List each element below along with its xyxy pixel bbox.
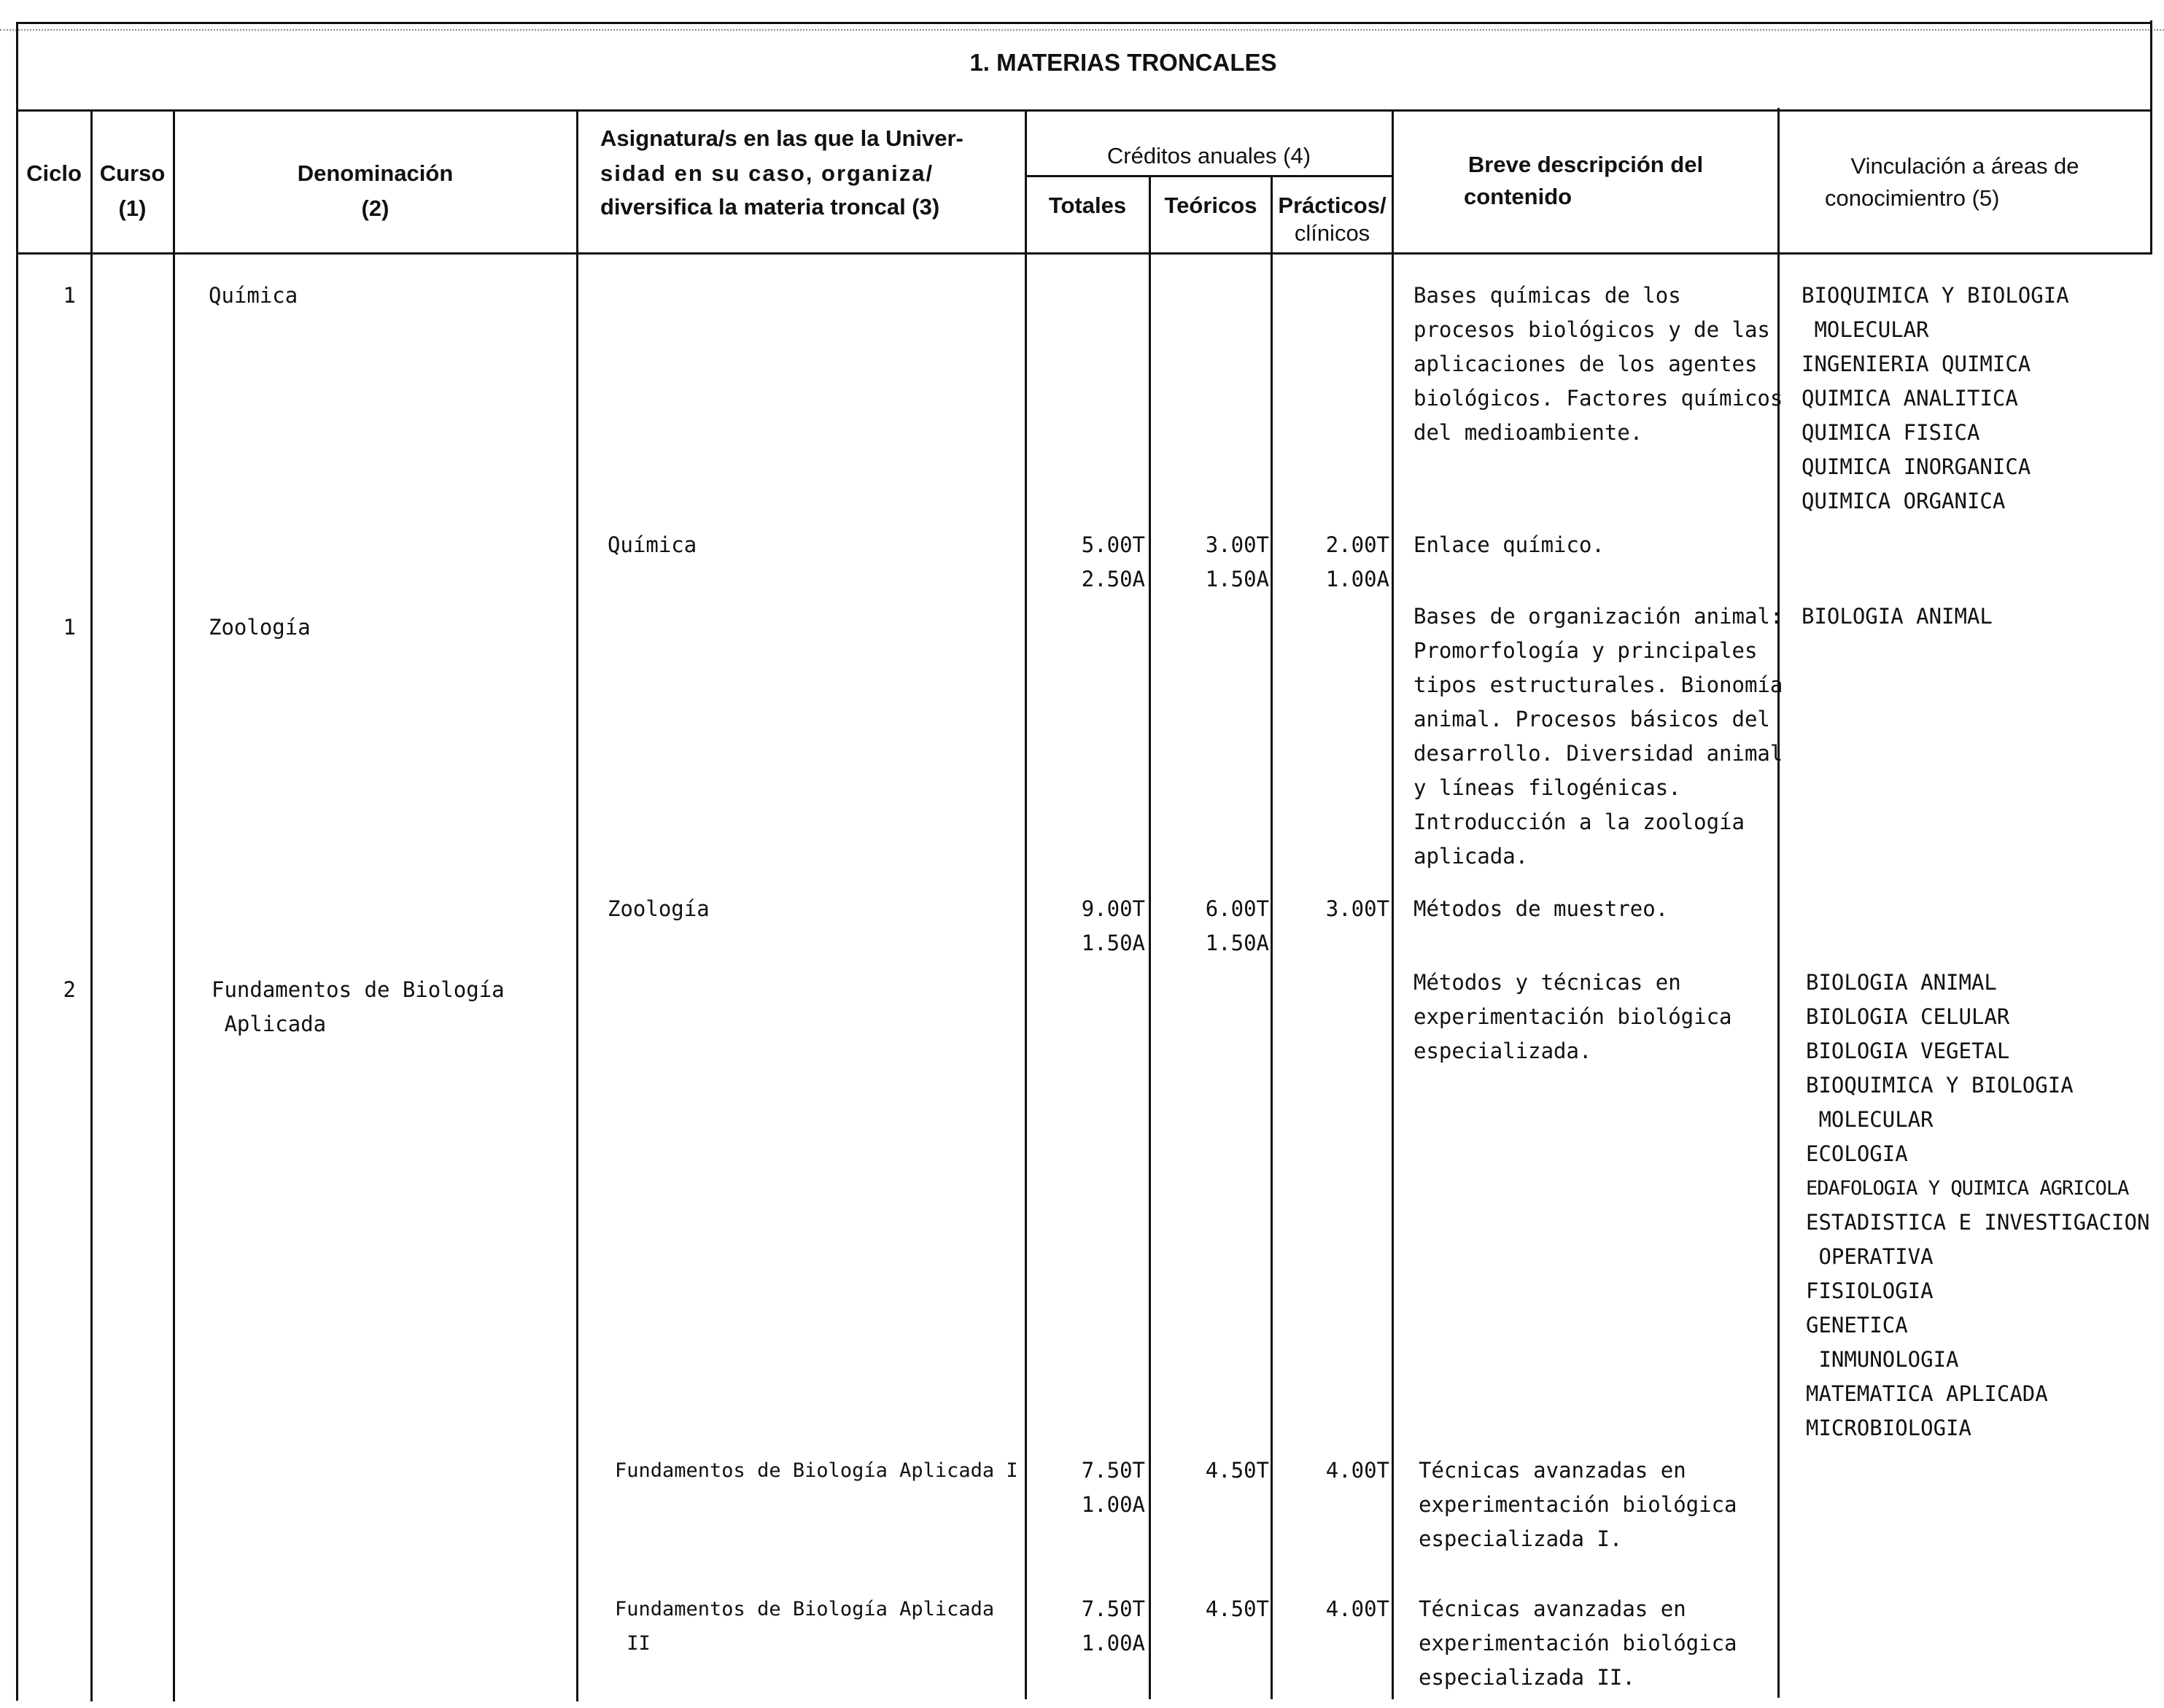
denominacion-fundamentos-1: Fundamentos de Biología [212, 977, 505, 1002]
teoricos-quimica-t: 3.00T [1205, 532, 1269, 557]
top-dotted-rule [0, 29, 2164, 31]
practicos-fundamentos-i-t: 4.00T [1325, 1458, 1389, 1483]
teoricos-zoologia-a: 1.50A [1205, 931, 1269, 955]
practicos-zoologia-t: 3.00T [1325, 896, 1389, 921]
descripcion-asig-quimica: Enlace químico. [1413, 532, 1605, 557]
rule-asignatura-totales [1025, 109, 1027, 1699]
table-title: 1. MATERIAS TRONCALES [969, 49, 1277, 76]
rule-creditos-sub [1025, 175, 1393, 177]
teoricos-zoologia-t: 6.00T [1205, 896, 1269, 921]
area-quimica-3: INGENIERIA QUIMICA [1802, 352, 2031, 376]
rule-below-title [16, 109, 2152, 112]
teoricos-quimica-a: 1.50A [1205, 567, 1269, 591]
header-vinculacion-2: conocimientro (5) [1825, 185, 2000, 211]
ciclo-fundamentos: 2 [63, 977, 76, 1002]
descripcion-zoologia-7: Introducción a la zoología [1413, 810, 1745, 834]
asignatura-fundamentos-ii-2: II [615, 1632, 651, 1655]
teoricos-fundamentos-i-t: 4.50T [1205, 1458, 1269, 1483]
area-quimica-4: QUIMICA ANALITICA [1802, 386, 2018, 411]
descripcion-fundamentos-i-2: experimentación biológica [1419, 1492, 1737, 1517]
practicos-quimica-a: 1.00A [1325, 567, 1389, 591]
totales-zoologia-t: 9.00T [1081, 896, 1145, 921]
descripcion-zoologia-5: desarrollo. Diversidad animal [1413, 741, 1783, 766]
descripcion-quimica-2: procesos biológicos y de las [1413, 317, 1770, 342]
rule-denominacion-asignatura [576, 112, 578, 1701]
area-fundamentos-13: MATEMATICA APLICADA [1806, 1381, 2048, 1406]
asignatura-quimica: Química [608, 532, 697, 557]
header-descripcion-1: Breve descripción del [1467, 152, 1704, 177]
header-teoricos: Teóricos [1164, 193, 1257, 218]
ciclo-zoologia: 1 [63, 615, 76, 640]
rule-ciclo-curso [90, 112, 93, 1701]
descripcion-quimica-1: Bases químicas de los [1413, 283, 1681, 308]
descripcion-fundamentos-i-3: especializada I. [1419, 1526, 1623, 1551]
rule-right [2150, 20, 2152, 254]
header-ciclo: Ciclo [26, 160, 82, 186]
descripcion-fundamentos-ii-1: Técnicas avanzadas en [1419, 1596, 1686, 1621]
rule-top [16, 22, 2152, 24]
area-fundamentos-14: MICROBIOLOGIA [1806, 1416, 1971, 1440]
header-denominacion: Denominación [297, 160, 454, 186]
ciclo-quimica: 1 [63, 283, 76, 308]
rule-teoricos-practicos [1271, 175, 1273, 1699]
header-curso: Curso [99, 160, 166, 186]
area-quimica-5: QUIMICA FISICA [1802, 420, 1980, 445]
area-fundamentos-5: MOLECULAR [1806, 1107, 1934, 1132]
totales-fundamentos-i-t: 7.50T [1081, 1458, 1145, 1483]
totales-zoologia-a: 1.50A [1081, 931, 1145, 955]
practicos-fundamentos-ii-t: 4.00T [1325, 1596, 1389, 1621]
teoricos-fundamentos-ii-t: 4.50T [1205, 1596, 1269, 1621]
descripcion-asig-zoologia: Métodos de muestreo. [1413, 896, 1669, 921]
rule-descripcion-vinculacion [1777, 108, 1780, 1698]
descripcion-zoologia-1: Bases de organización animal: [1413, 604, 1783, 629]
asignatura-zoologia: Zoología [608, 896, 710, 921]
area-quimica-2: MOLECULAR [1802, 317, 1929, 342]
descripcion-zoologia-4: animal. Procesos básicos del [1413, 707, 1770, 731]
rule-curso-denominacion [173, 112, 175, 1701]
totales-fundamentos-i-a: 1.00A [1081, 1492, 1145, 1517]
header-descripcion-2: contenido [1464, 184, 1572, 209]
practicos-quimica-t: 2.00T [1325, 532, 1389, 557]
area-fundamentos-11: GENETICA [1806, 1313, 1908, 1338]
asignatura-fundamentos-ii-1: Fundamentos de Biología Aplicada [615, 1598, 995, 1620]
descripcion-fundamentos-3: especializada. [1413, 1039, 1592, 1063]
area-fundamentos-8: ESTADISTICA E INVESTIGACION [1806, 1210, 2150, 1235]
totales-fundamentos-ii-t: 7.50T [1081, 1596, 1145, 1621]
header-vinculacion-1: Vinculación a áreas de [1850, 153, 2079, 179]
descripcion-zoologia-6: y líneas filogénicas. [1413, 775, 1681, 800]
descripcion-fundamentos-ii-3: especializada II. [1419, 1665, 1635, 1690]
descripcion-zoologia-8: aplicada. [1413, 844, 1529, 869]
header-totales: Totales [1048, 193, 1127, 218]
header-clinicos: clínicos [1294, 220, 1370, 246]
area-quimica-7: QUIMICA ORGANICA [1802, 489, 2006, 513]
area-quimica-6: QUIMICA INORGANICA [1802, 454, 2031, 479]
descripcion-quimica-3: aplicaciones de los agentes [1413, 352, 1758, 376]
area-fundamentos-9: OPERATIVA [1806, 1244, 1934, 1269]
descripcion-quimica-5: del medioambiente. [1413, 420, 1643, 445]
descripcion-fundamentos-ii-2: experimentación biológica [1419, 1631, 1737, 1655]
descripcion-zoologia-2: Promorfología y principales [1413, 638, 1758, 663]
area-fundamentos-4: BIOQUIMICA Y BIOLOGIA [1806, 1073, 2074, 1098]
header-asignatura-2: sidad en su caso, organiza/ [600, 160, 934, 186]
header-denominacion-note: (2) [361, 195, 389, 221]
area-fundamentos-7: EDAFOLOGIA Y QUIMICA AGRICOLA [1806, 1177, 2129, 1200]
area-fundamentos-12: INMUNOLOGIA [1806, 1347, 1959, 1372]
descripcion-zoologia-3: tipos estructurales. Bionomía [1413, 672, 1783, 697]
header-practicos: Prácticos/ [1278, 193, 1387, 218]
area-zoologia-1: BIOLOGIA ANIMAL [1802, 604, 1993, 629]
descripcion-fundamentos-1: Métodos y técnicas en [1413, 970, 1681, 995]
descripcion-fundamentos-2: experimentación biológica [1413, 1004, 1732, 1029]
header-asignatura-3: diversifica la materia troncal (3) [600, 194, 940, 220]
area-quimica-1: BIOQUIMICA Y BIOLOGIA [1802, 283, 2069, 308]
totales-quimica-a: 2.50A [1081, 567, 1145, 591]
header-asignatura-1: Asignatura/s en las que la Univer- [600, 125, 963, 151]
area-fundamentos-2: BIOLOGIA CELULAR [1806, 1004, 2010, 1029]
header-curso-note: (1) [118, 195, 147, 221]
descripcion-fundamentos-i-1: Técnicas avanzadas en [1419, 1458, 1686, 1483]
totales-quimica-t: 5.00T [1081, 532, 1145, 557]
area-fundamentos-3: BIOLOGIA VEGETAL [1806, 1039, 2010, 1063]
rule-left [16, 23, 18, 1701]
area-fundamentos-6: ECOLOGIA [1806, 1141, 1908, 1166]
denominacion-quimica: Química [209, 283, 298, 308]
rule-totales-teoricos [1149, 175, 1151, 1699]
area-fundamentos-10: FISIOLOGIA [1806, 1278, 1934, 1303]
totales-fundamentos-ii-a: 1.00A [1081, 1631, 1145, 1655]
area-fundamentos-1: BIOLOGIA ANIMAL [1806, 970, 1997, 995]
denominacion-fundamentos-2: Aplicada [212, 1012, 327, 1036]
asignatura-fundamentos-i: Fundamentos de Biología Aplicada I [615, 1459, 1018, 1482]
header-creditos: Créditos anuales (4) [1106, 143, 1311, 168]
descripcion-quimica-4: biológicos. Factores químicos [1413, 386, 1783, 411]
rule-below-header [16, 252, 2152, 255]
rule-practicos-descripcion [1392, 109, 1394, 1699]
denominacion-zoologia: Zoología [209, 615, 311, 640]
